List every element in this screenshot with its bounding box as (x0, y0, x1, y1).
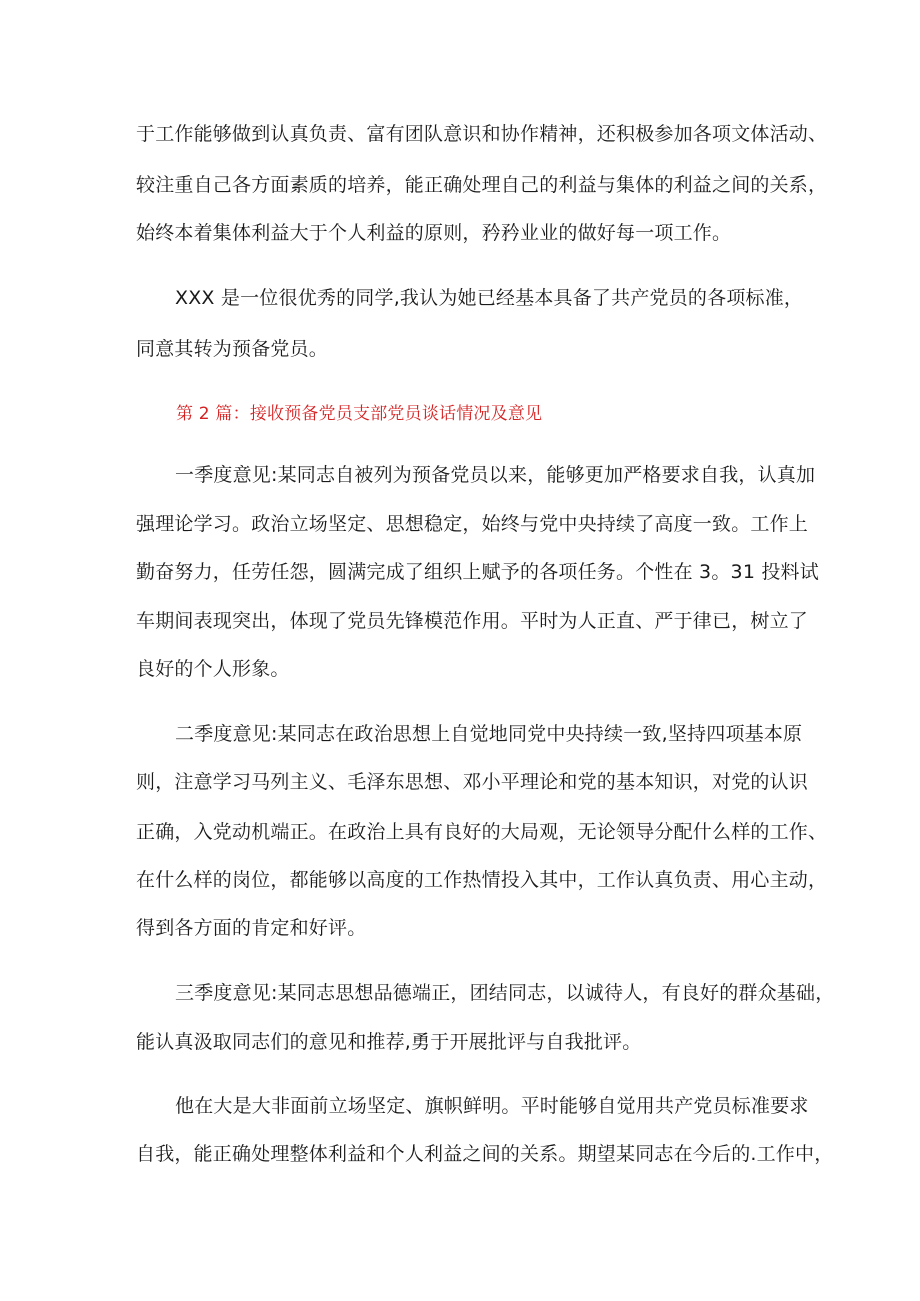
q1-line-3: 勤奋努力，任劳任怨，圆满完成了组织上赋予的各项任务。个性在 3。31 投料试 (136, 561, 819, 583)
section-heading: 第 2 篇：接收预备党员支部党员谈话情况及意见 (176, 404, 543, 424)
q1-line-2: 强理论学习。政治立场坚定、思想稳定，始终与党中央持续了高度一致。工作上 (136, 513, 809, 535)
q2-line-3: 正确，入党动机端正。在政治上具有良好的大局观，无论领导分配什么样的工作、 (136, 821, 828, 843)
intro-line-2: 较注重自己各方面素质的培养，能正确处理自己的利益与集体的利益之间的关系， (136, 174, 828, 196)
q1-line-5: 良好的个人形象。 (136, 658, 290, 680)
q1-line-4: 车期间表现突出，体现了党员先锋模范作用。平时为人正直、严于律已，树立了 (136, 610, 809, 632)
q3-line-2: 能认真汲取同志们的意见和推荐,勇于开展批评与自我批评。 (136, 1031, 642, 1053)
q1-line-1: 一季度意见:某同志自被列为预备党员以来，能够更加严格要求自我，认真加 (175, 464, 816, 486)
closing-line-1: 他在大是大非面前立场坚定、旗帜鲜明。平时能够自觉用共产党员标准要求 (175, 1095, 809, 1117)
q2-line-2: 则，注意学习马列主义、毛泽东思想、邓小平理论和党的基本知识，对党的认识 (136, 771, 809, 793)
closing-line-2: 自我，能正确处理整体利益和个人利益之间的关系。期望某同志在今后的.工作中， (136, 1143, 834, 1165)
q2-line-1: 二季度意见:某同志在政治思想上自觉地同党中央持续一致,坚持四项基本原 (175, 723, 803, 745)
intro-line-3: 始终本着集体利益大于个人利益的原则，矜矜业业的做好每一项工作。 (136, 222, 732, 244)
q3-line-1: 三季度意见:某同志思想品德端正，团结同志，以诚待人，有良好的群众基础， (175, 982, 835, 1004)
conclusion-line-2: 同意其转为预备党员。 (136, 338, 329, 360)
q2-line-5: 得到各方面的肯定和好评。 (136, 917, 367, 939)
q2-line-4: 在什么样的岗位，都能够以高度的工作热情投入其中，工作认真负责、用心主动， (136, 869, 828, 891)
intro-line-1: 于工作能够做到认真负责、富有团队意识和协作精神，还积极参加各项文体活动、 (136, 123, 828, 145)
conclusion-line-1: XXX 是一位很优秀的同学,我认为她已经基本具备了共产党员的各项标准， (175, 287, 804, 309)
